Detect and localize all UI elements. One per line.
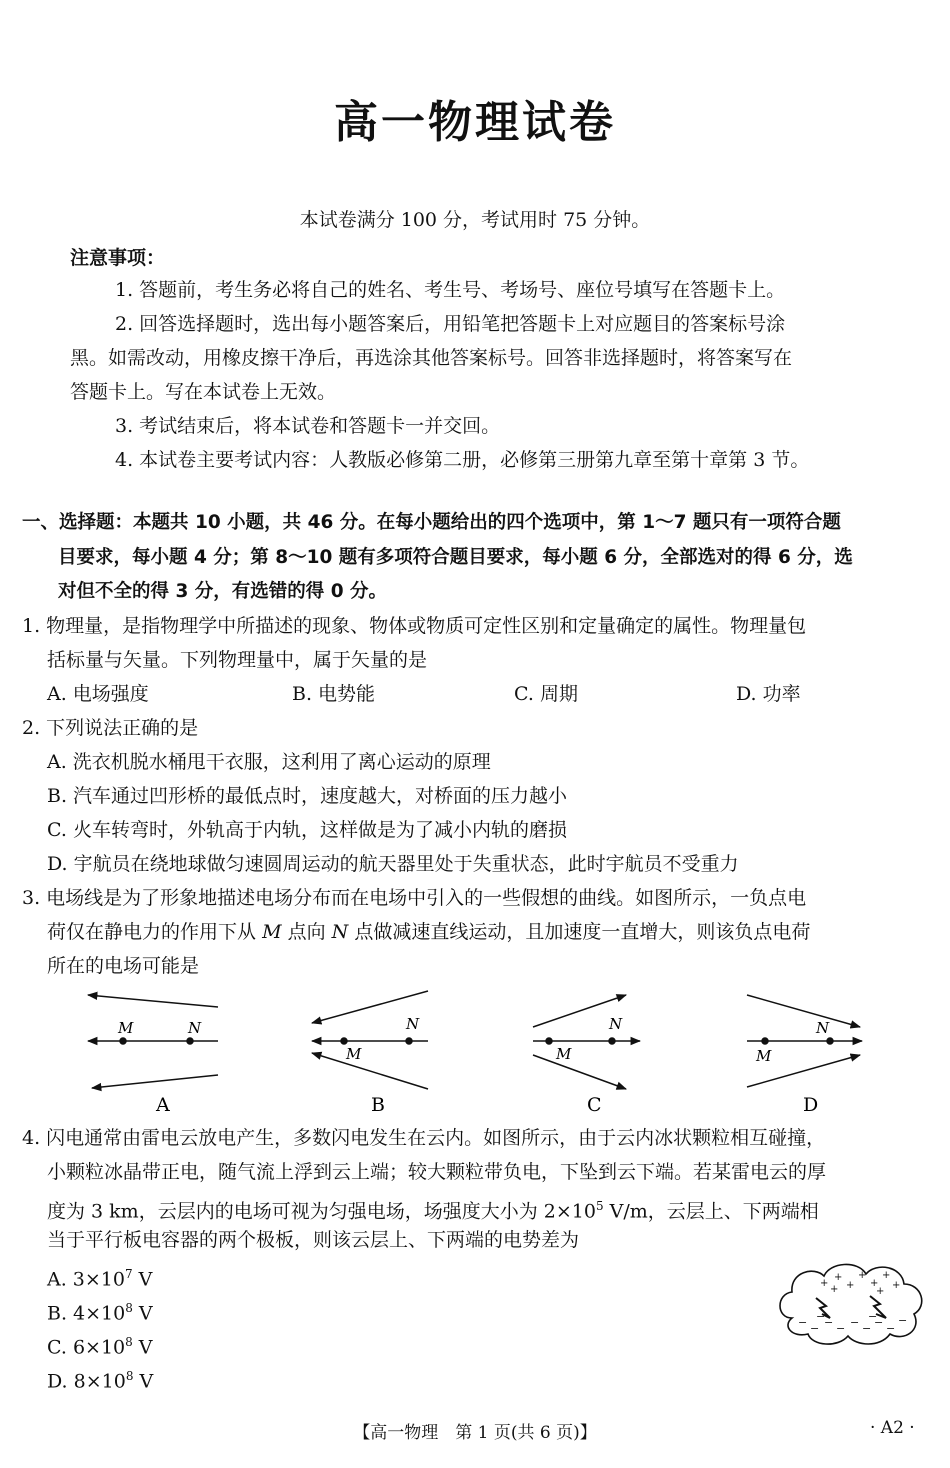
page-footer: 【高一物理 第 1 页(共 6 页)】: [353, 1423, 597, 1443]
section-1-line-3: 对但不全的得 3 分，有选错的得 0 分。: [58, 581, 388, 602]
exam-info: 本试卷满分 100 分，考试用时 75 分钟。: [299, 209, 651, 231]
q4-b-exp: 8: [125, 1301, 133, 1315]
fig-c-label: C: [587, 1094, 602, 1116]
q1-stem-line-1: 1. 物理量，是指物理学中所描述的现象、物体或物质可定性区别和定量确定的属性。物理量包: [22, 615, 807, 637]
note-2-line-3: 答题卡上。写在本试卷上无效。: [70, 381, 337, 403]
q3-point-n: N: [331, 921, 349, 943]
q3-text-b: 点向: [287, 921, 326, 943]
q4-c-base: C. 6×10: [47, 1336, 126, 1359]
svg-text:+: +: [858, 1270, 867, 1281]
q4-c-unit: V: [132, 1336, 153, 1359]
svg-text:+: +: [820, 1278, 829, 1289]
q4-text-a: 度为 3 km，云层内的电场可视为匀强电场，场强度大小为 2×10: [47, 1200, 596, 1223]
q4-b-base: B. 4×10: [47, 1302, 126, 1325]
page-title: 高一物理试卷: [334, 97, 616, 148]
cloud-outline: [780, 1264, 922, 1344]
q3-stem-line-1: 3. 电场线是为了形象地描述电场分布而在电场中引入的一些假想的曲线。如图所示，一负点电: [22, 887, 807, 909]
fig-d-n-label: N: [816, 1019, 830, 1037]
q2-stem: 2. 下列说法正确的是: [22, 717, 199, 739]
svg-text:+: +: [870, 1278, 879, 1289]
negative-charges: [798, 1310, 907, 1335]
q4-b-unit: V: [132, 1302, 153, 1325]
fig-b-n-label: N: [406, 1015, 420, 1033]
q3-stem-line-2: [47, 915, 810, 949]
q4-d-exp: 8: [125, 1369, 134, 1383]
q2-option-b: B. 汽车通过凹形桥的最低点时，速度越大，对桥面的压力越小: [47, 785, 568, 807]
q4-a-unit: V: [132, 1268, 153, 1291]
q1-option-a: A. 电场强度: [47, 683, 149, 705]
section-1-line-1: 一、选择题：本题共 10 小题，共 46 分。在每小题给出的四个选项中，第 1～7 题只有一项符合题: [22, 512, 841, 533]
q4-a-exp: 7: [125, 1267, 133, 1281]
svg-text:−: −: [898, 1314, 908, 1327]
note-4: 4. 本试卷主要考试内容：人教版必修第二册，必修第三册第九章至第十章第 3 节。: [115, 449, 810, 471]
fig-a-n-label: N: [188, 1019, 202, 1037]
field-diagram-d: [747, 995, 862, 1087]
q4-option-d: [47, 1359, 153, 1398]
q4-a-base: A. 3×10: [47, 1268, 125, 1291]
fig-d-label: D: [803, 1094, 819, 1116]
svg-text:−: −: [816, 1310, 826, 1323]
q3-point-m: M: [262, 921, 282, 943]
svg-text:−: −: [850, 1316, 860, 1329]
svg-text:+: +: [846, 1280, 855, 1291]
svg-text:−: −: [836, 1322, 846, 1335]
notes-heading: 注意事项：: [70, 247, 166, 269]
q3-stem-line-3: 所在的电场可能是: [47, 955, 200, 977]
note-2-line-1: 2. 回答选择题时，选出每小题答案后，用铅笔把答题卡上对应题目的答案标号涂: [115, 313, 786, 335]
q1-option-d: D. 功率: [736, 683, 801, 705]
q4-d-unit: V: [133, 1370, 154, 1393]
fig-a-m-label: M: [118, 1019, 134, 1037]
q2-option-d: D. 宇航员在绕地球做匀速圆周运动的航天器里处于失重状态，此时宇航员不受重力: [47, 853, 739, 875]
q4-stem-line-2: 小颗粒冰晶带正电，随气流上浮到云上端；较大颗粒带负电，下坠到云下端。若某雷电云的厚: [47, 1161, 827, 1183]
svg-text:−: −: [862, 1322, 872, 1335]
note-2-line-2: 黑。如需改动，用橡皮擦干净后，再选涂其他答案标号。回答非选择题时，将答案写在: [70, 347, 793, 369]
positive-charges: [820, 1270, 900, 1297]
svg-text:+: +: [892, 1280, 901, 1291]
q1-stem-line-2: 括标量与矢量。下列物理量中，属于矢量的是: [47, 649, 428, 671]
svg-text:+: +: [830, 1284, 839, 1295]
q4-d-base: D. 8×10: [47, 1370, 126, 1393]
note-3: 3. 考试结束后，将本试卷和答题卡一并交回。: [115, 415, 501, 437]
svg-text:+: +: [882, 1270, 891, 1281]
thundercloud-figure: [772, 1258, 932, 1350]
svg-text:−: −: [874, 1316, 884, 1329]
fig-b-label: B: [371, 1094, 385, 1116]
q3-text-c: 点做减速直线运动，且加速度一直增大，则该负点电荷: [354, 921, 811, 943]
q4-stem-line-4: 当于平行板电容器的两个极板，则该云层上、下两端的电势差为: [47, 1229, 580, 1251]
svg-text:−: −: [824, 1316, 834, 1329]
q1-option-c: C. 周期: [514, 683, 578, 705]
svg-text:+: +: [834, 1272, 843, 1283]
q2-option-c: C. 火车转弯时，外轨高于内轨，这样做是为了减小内轨的磨损: [47, 819, 567, 841]
svg-text:−: −: [810, 1322, 820, 1335]
q3-text-a: 荷仅在静电力的作用下从: [47, 921, 257, 943]
svg-text:−: −: [868, 1310, 878, 1323]
q4-exponent: 5: [595, 1199, 604, 1213]
q1-option-b: B. 电势能: [292, 683, 376, 705]
field-diagram-a: [88, 995, 218, 1088]
field-diagram-c: [533, 995, 640, 1089]
fig-d-m-label: M: [756, 1047, 772, 1065]
note-1: 1. 答题前，考生务必将自己的姓名、考生号、考场号、座位号填写在答题卡上。: [115, 279, 786, 301]
fig-c-n-label: N: [609, 1015, 623, 1033]
fig-c-m-label: M: [556, 1045, 572, 1063]
q4-c-exp: 8: [125, 1335, 133, 1349]
svg-text:−: −: [798, 1316, 808, 1329]
q2-option-a: A. 洗衣机脱水桶甩干衣服，这利用了离心运动的原理: [47, 751, 491, 773]
fig-b-m-label: M: [346, 1045, 362, 1063]
section-1-line-2: 目要求，每小题 4 分；第 8～10 题有多项符合题目要求，每小题 6 分，全部选对的得 6 分，选: [58, 547, 853, 568]
paper-code: · A2 ·: [870, 1418, 915, 1438]
fig-a-label: A: [156, 1094, 170, 1116]
svg-text:−: −: [886, 1322, 896, 1335]
field-diagram-b: [312, 991, 428, 1089]
q4-stem-line-1: 4. 闪电通常由雷电云放电产生，多数闪电发生在云内。如图所示，由于云内冰状颗粒相互碰撞，: [22, 1127, 826, 1149]
q4-text-b: V/m，云层上、下两端相: [603, 1200, 819, 1223]
svg-text:+: +: [876, 1286, 885, 1297]
q3-figure: [0, 985, 950, 1120]
